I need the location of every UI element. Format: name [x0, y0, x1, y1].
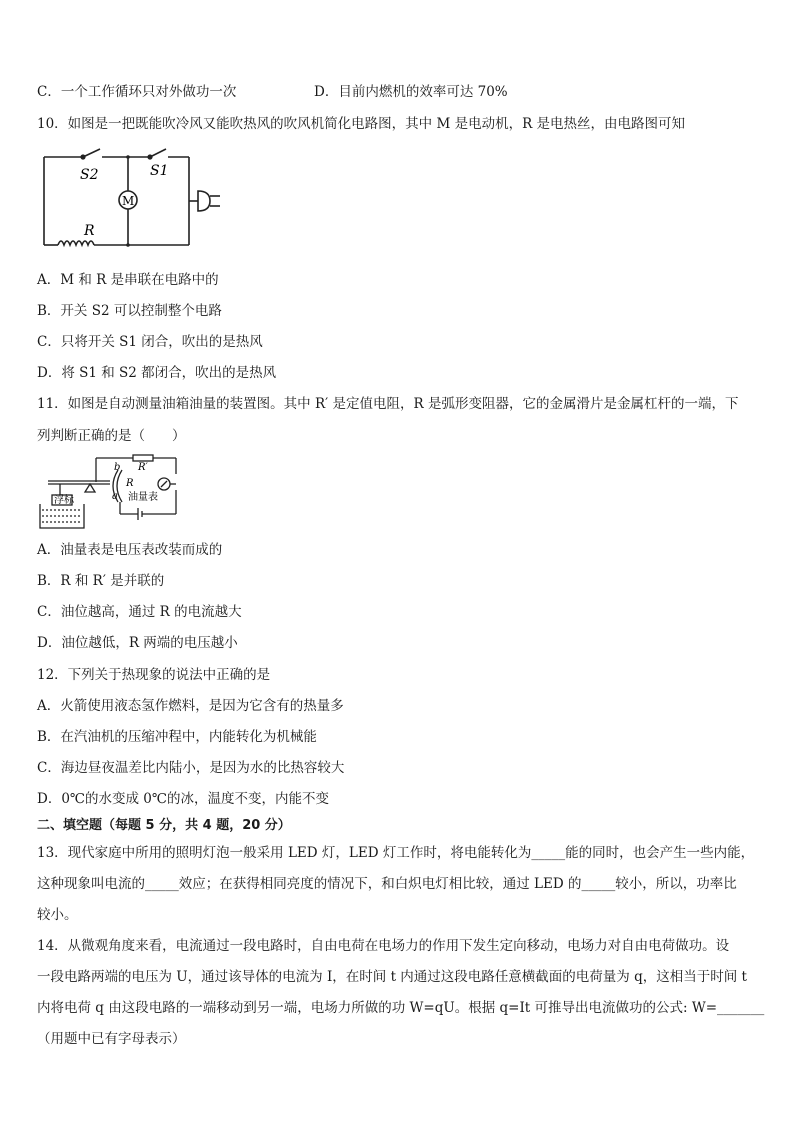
heater-label: R — [84, 223, 95, 239]
q13-line2: 这种现象叫电流的_____效应；在获得相同亮度的情况下，和白炽电灯相比较，通过 LED 的_____较小，所以，功率比 — [37, 876, 737, 892]
q11-fuel-gauge-diagram — [38, 452, 188, 532]
q13-line1: 13．现代家庭中所用的照明灯泡一般采用 LED 灯，LED 灯工作时，将电能转化为_____能的同时，也会产生一些内能， — [37, 845, 755, 861]
contact-a-label: a — [112, 491, 118, 502]
q11-stem-line2: 列判断正确的是（ ） — [37, 428, 186, 444]
q14-line1: 14．从微观角度来看，电流通过一段电路时，自由电荷在电场力的作用下发生定向移动，电场力对自由电荷做功。设 — [37, 938, 730, 954]
gauge-label: 油量表 — [128, 492, 158, 503]
q12-stem: 12．下列关于热现象的说法中正确的是 — [37, 667, 271, 683]
q10-option-a: A．M 和 R 是串联在电路中的 — [37, 272, 219, 288]
q11-option-b: B．R 和 R′ 是并联的 — [37, 573, 165, 589]
q12-option-d: D．0℃的水变成 0℃的冰，温度不变，内能不变 — [37, 791, 329, 807]
q10-circuit-diagram — [38, 145, 228, 255]
motor-label: M — [122, 194, 135, 208]
q11-option-a: A．油量表是电压表改装而成的 — [37, 542, 223, 558]
q11-stem-line1: 11．如图是自动测量油箱油量的装置图。其中 R′ 是定值电阻，R 是弧形变阻器，它的金属滑片是金属杠杆的一端，下 — [37, 396, 739, 412]
contact-b-label: b — [114, 462, 121, 473]
section-heading: 二、填空题（每题 5 分，共 4 题，20 分） — [37, 818, 291, 833]
q9-option-c: C．一个工作循环只对外做功一次 — [37, 84, 237, 100]
q13-line3: 较小。 — [37, 907, 78, 923]
float-label: 浮标 — [54, 495, 74, 506]
rp-label: R′ — [138, 462, 148, 473]
q10-option-b: B．开关 S2 可以控制整个电路 — [37, 303, 222, 319]
r-label: R — [126, 478, 134, 489]
q10-option-c: C．只将开关 S1 闭合，吹出的是热风 — [37, 334, 263, 350]
q11-option-c: C．油位越高，通过 R 的电流越大 — [37, 604, 242, 620]
q14-line2: 一段电路两端的电压为 U，通过该导体的电流为 I，在时间 t 内通过这段电路任意横截面的电荷量为 q，这相当于时间 t — [37, 969, 747, 985]
q14-line3: 内将电荷 q 由这段电路的一端移动到另一端，电场力所做的功 W=qU。根据 q=It 可推导出电流做功的公式: W=_______ — [37, 1000, 765, 1016]
q10-option-d: D．将 S1 和 S2 都闭合，吹出的是热风 — [37, 365, 277, 381]
q14-line4: （用题中已有字母表示） — [37, 1031, 186, 1047]
q9-option-d: D．目前内燃机的效率可达 70% — [314, 84, 508, 100]
s1-label: S1 — [150, 163, 169, 179]
s2-label: S2 — [80, 167, 99, 183]
q12-option-c: C．海边昼夜温差比内陆小，是因为水的比热容较大 — [37, 760, 345, 776]
q11-option-d: D．油位越低，R 两端的电压越小 — [37, 635, 238, 651]
q12-option-b: B．在汽油机的压缩冲程中，内能转化为机械能 — [37, 729, 317, 745]
q10-stem: 10．如图是一把既能吹冷风又能吹热风的吹风机简化电路图，其中 M 是电动机，R 是电热丝，由电路图可知 — [37, 116, 686, 132]
q12-option-a: A．火箭使用液态氢作燃料，是因为它含有的热量多 — [37, 698, 344, 714]
